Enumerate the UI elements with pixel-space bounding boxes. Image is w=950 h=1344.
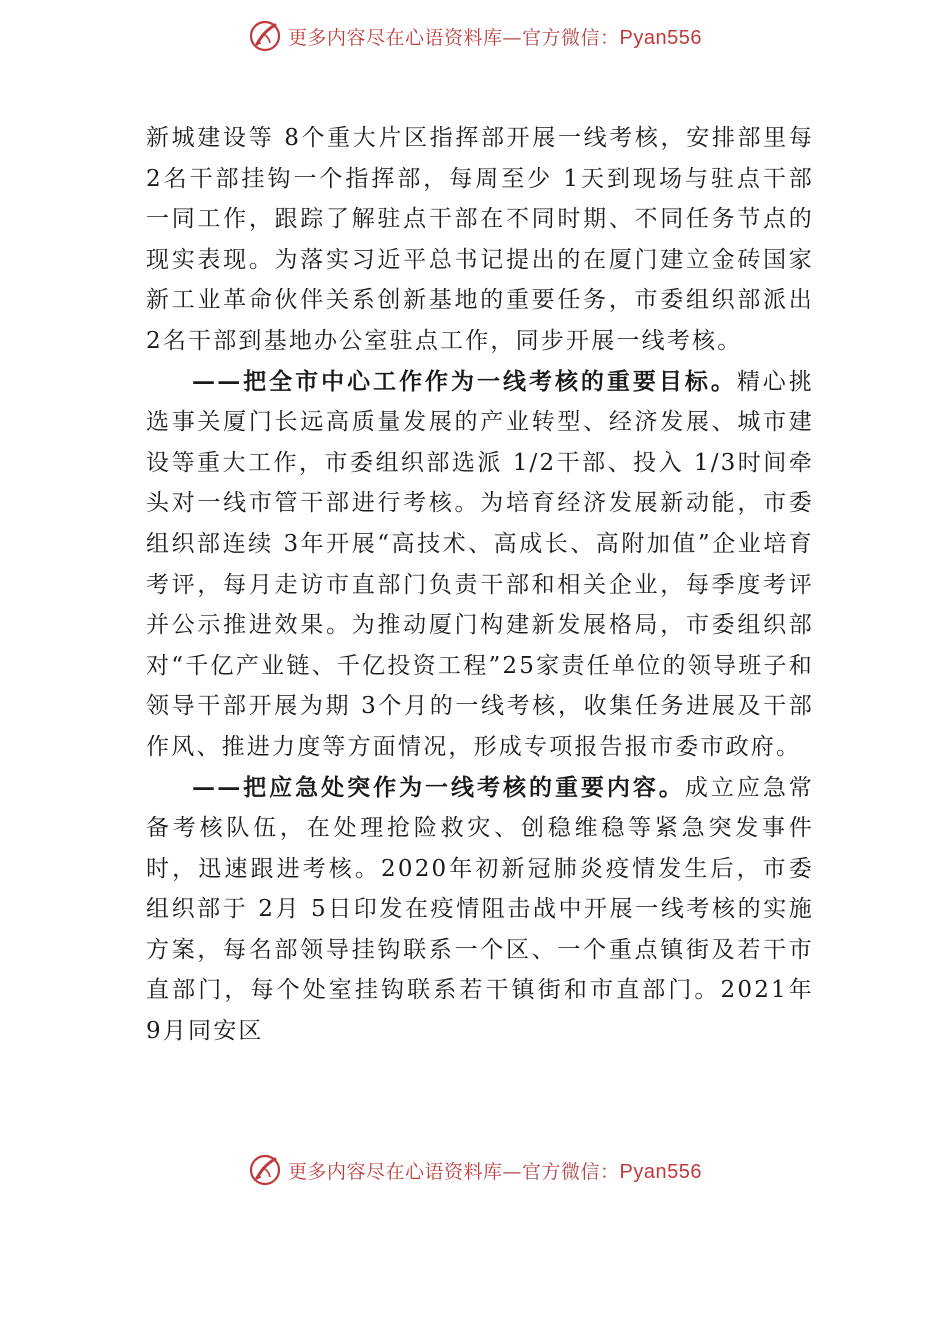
paragraph-3-body: 成立应急常备考核队伍，在处理抢险救灾、创稳维稳等紧急突发事件时，迅速跟进考核。2020年初新冠肺炎疫情发生后，市委组织部于 2月 5日印发在疫情阻击战中开展一线考核的实施方案，每名部领导挂钩联系一个区、一个重点镇街及若干市直部门，每个处室挂钩联系若干镇街和市直部门。2021年 9月同安区 <box>146 774 814 1045</box>
paragraph-2 <box>146 362 814 768</box>
paragraph-2-body: 精心挑选事关厦门长远高质量发展的产业转型、经济发展、城市建设等重大工作，市委组织部选派 1/2干部、投入 1/3时间牵头对一线市管干部进行考核。为培育经济发展新动能，市委组织部连续 3年开展“高技术、高成长、高附加值”企业培育考评，每月走访市直部门负责干部和相关企业，每季度考评并公示推进效果。为推动厦门构建新发展格局，市委组织部对“千亿产业链、千亿投资工程”25家责任单位的领导班子和领导干部开展为期 3个月的一线考核，收集任务进展及干部作风、推进力度等方面情况，形成专项报告报市委市政府。 <box>146 368 814 760</box>
watermark-main: 更多内容尽在心语资料库 <box>288 1160 503 1183</box>
pen-brush-logo-icon <box>248 1153 282 1187</box>
watermark-main: 更多内容尽在心语资料库 <box>288 26 503 49</box>
document-body <box>146 118 814 1052</box>
watermark-separator: — <box>502 1160 523 1183</box>
paragraph-1 <box>146 118 814 362</box>
watermark-text <box>288 23 702 50</box>
paragraph-3-heading: ——把应急处突作为一线考核的重要内容。 <box>192 773 685 801</box>
watermark-text <box>288 1157 702 1184</box>
paragraph-1-body: 新城建设等 8个重大片区指挥部开展一线考核，安排部里每 2名干部挂钩一个指挥部，每周至少 1天到现场与驻点干部一同工作，跟踪了解驻点干部在不同时期、不同任务节点的现实表现。为落实习近平总书记提出的在厦门建立金砖国家新工业革命伙伴关系创新基地的重要任务，市委组织部派出 2名干部到基地办公室驻点工作，同步开展一线考核。 <box>146 125 814 354</box>
paragraph-3 <box>146 768 814 1052</box>
footer-watermark <box>0 1152 950 1188</box>
watermark-wechat-id: Pyan556 <box>619 26 702 49</box>
header-watermark <box>0 18 950 54</box>
watermark-wechat-label: 官方微信： <box>522 1160 620 1183</box>
watermark-wechat-id: Pyan556 <box>619 1160 702 1183</box>
paragraph-2-heading: ——把全市中心工作作为一线考核的重要目标。 <box>192 367 737 395</box>
watermark-separator: — <box>502 26 523 49</box>
watermark-wechat-label: 官方微信： <box>522 26 620 49</box>
pen-brush-logo-icon <box>248 19 282 53</box>
